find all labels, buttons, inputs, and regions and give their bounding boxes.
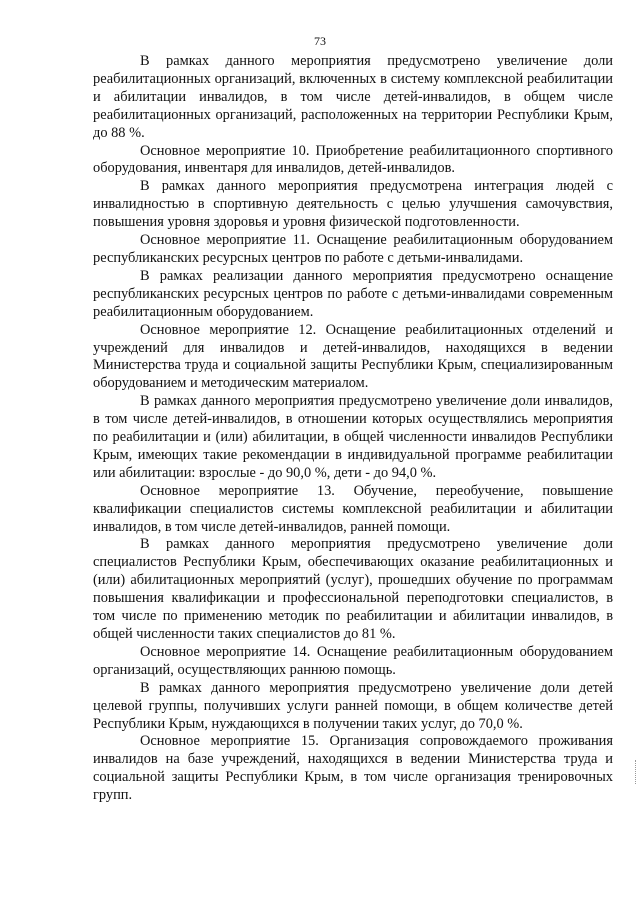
paragraph-1: В рамках данного мероприятия предусмотрено увеличение доли реабилитационных организаций, включенных в систему комплексной реабилитации и абилитации инвалидов, в том числе детей-инвалидов, в общем числе реабилитационных организаций, расположенных на территории Республики Крым, до 88 %. [93,53,613,141]
scan-edge-mark [635,760,638,784]
page-number: 73 [314,34,326,48]
paragraph-5: В рамках реализации данного мероприятия предусмотрено оснащение республиканских ресурсных центров по работе с детьми-инвалидами современным реабилитационным оборудованием. [93,267,613,320]
body-text [93,53,613,805]
paragraph-9: В рамках данного мероприятия предусмотрено увеличение доли специалистов Республики Крым, обеспечивающих оказание реабилитационных и (или) абилитационных мероприятий (услуг), прошедших обучение по программам повышения квалификации и профессиональной переподготовки специалистов, в том числе по применению методик по реабилитации и абилитации инвалидов, в общей численности таких специалистов до 81 %. [93,536,613,642]
paragraph-6: Основное мероприятие 12. Оснащение реабилитационных отделений и учреждений для инвалидов и детей-инвалидов, находящихся в ведении Министерства труда и социальной защиты Республики Крым, специализированным оборудованием и методическим материалом. [93,321,613,392]
paragraph-8: Основное мероприятие 13. Обучение, переобучение, повышение квалификации специалистов системы комплексной реабилитации и абилитации инвалидов, в том числе детей-инвалидов, ранней помощи. [93,482,613,535]
paragraph-12: Основное мероприятие 15. Организация сопровождаемого проживания инвалидов на базе учреждений, находящихся в ведении Министерства труда и социальной защиты Республики Крым, в том числе организация тренировочных групп. [93,733,613,804]
paragraph-2: Основное мероприятие 10. Приобретение реабилитационного спортивного оборудования, инвентаря для инвалидов, детей-инвалидов. [93,142,613,177]
paragraph-7: В рамках данного мероприятия предусмотрено увеличение доли инвалидов, в том числе детей-инвалидов, в отношении которых осуществлялись мероприятия по реабилитации и (или) абилитации, в общей численности инвалидов Республики Крым, имеющих такие рекомендации в индивидуальной программе реабилитации или абилитации: взрослые - до 90,0 %, дети - до 94,0 %. [93,393,613,481]
paragraph-10: Основное мероприятие 14. Оснащение реабилитационным оборудованием организаций, осуществляющих раннюю помощь. [93,643,613,678]
paragraph-11: В рамках данного мероприятия предусмотрено увеличение доли детей целевой группы, получивших услуги ранней помощи, в общем количестве детей Республики Крым, нуждающихся в получении таких услуг, до 70,0 %. [93,679,613,732]
paragraph-3: В рамках данного мероприятия предусмотрена интеграция людей с инвалидностью в спортивную деятельность с целью улучшения самочувствия, повышения уровня здоровья и уровня физической подготовленности. [93,178,613,231]
paragraph-4: Основное мероприятие 11. Оснащение реабилитационным оборудованием республиканских ресурсных центров по работе с детьми-инвалидами. [93,232,613,266]
